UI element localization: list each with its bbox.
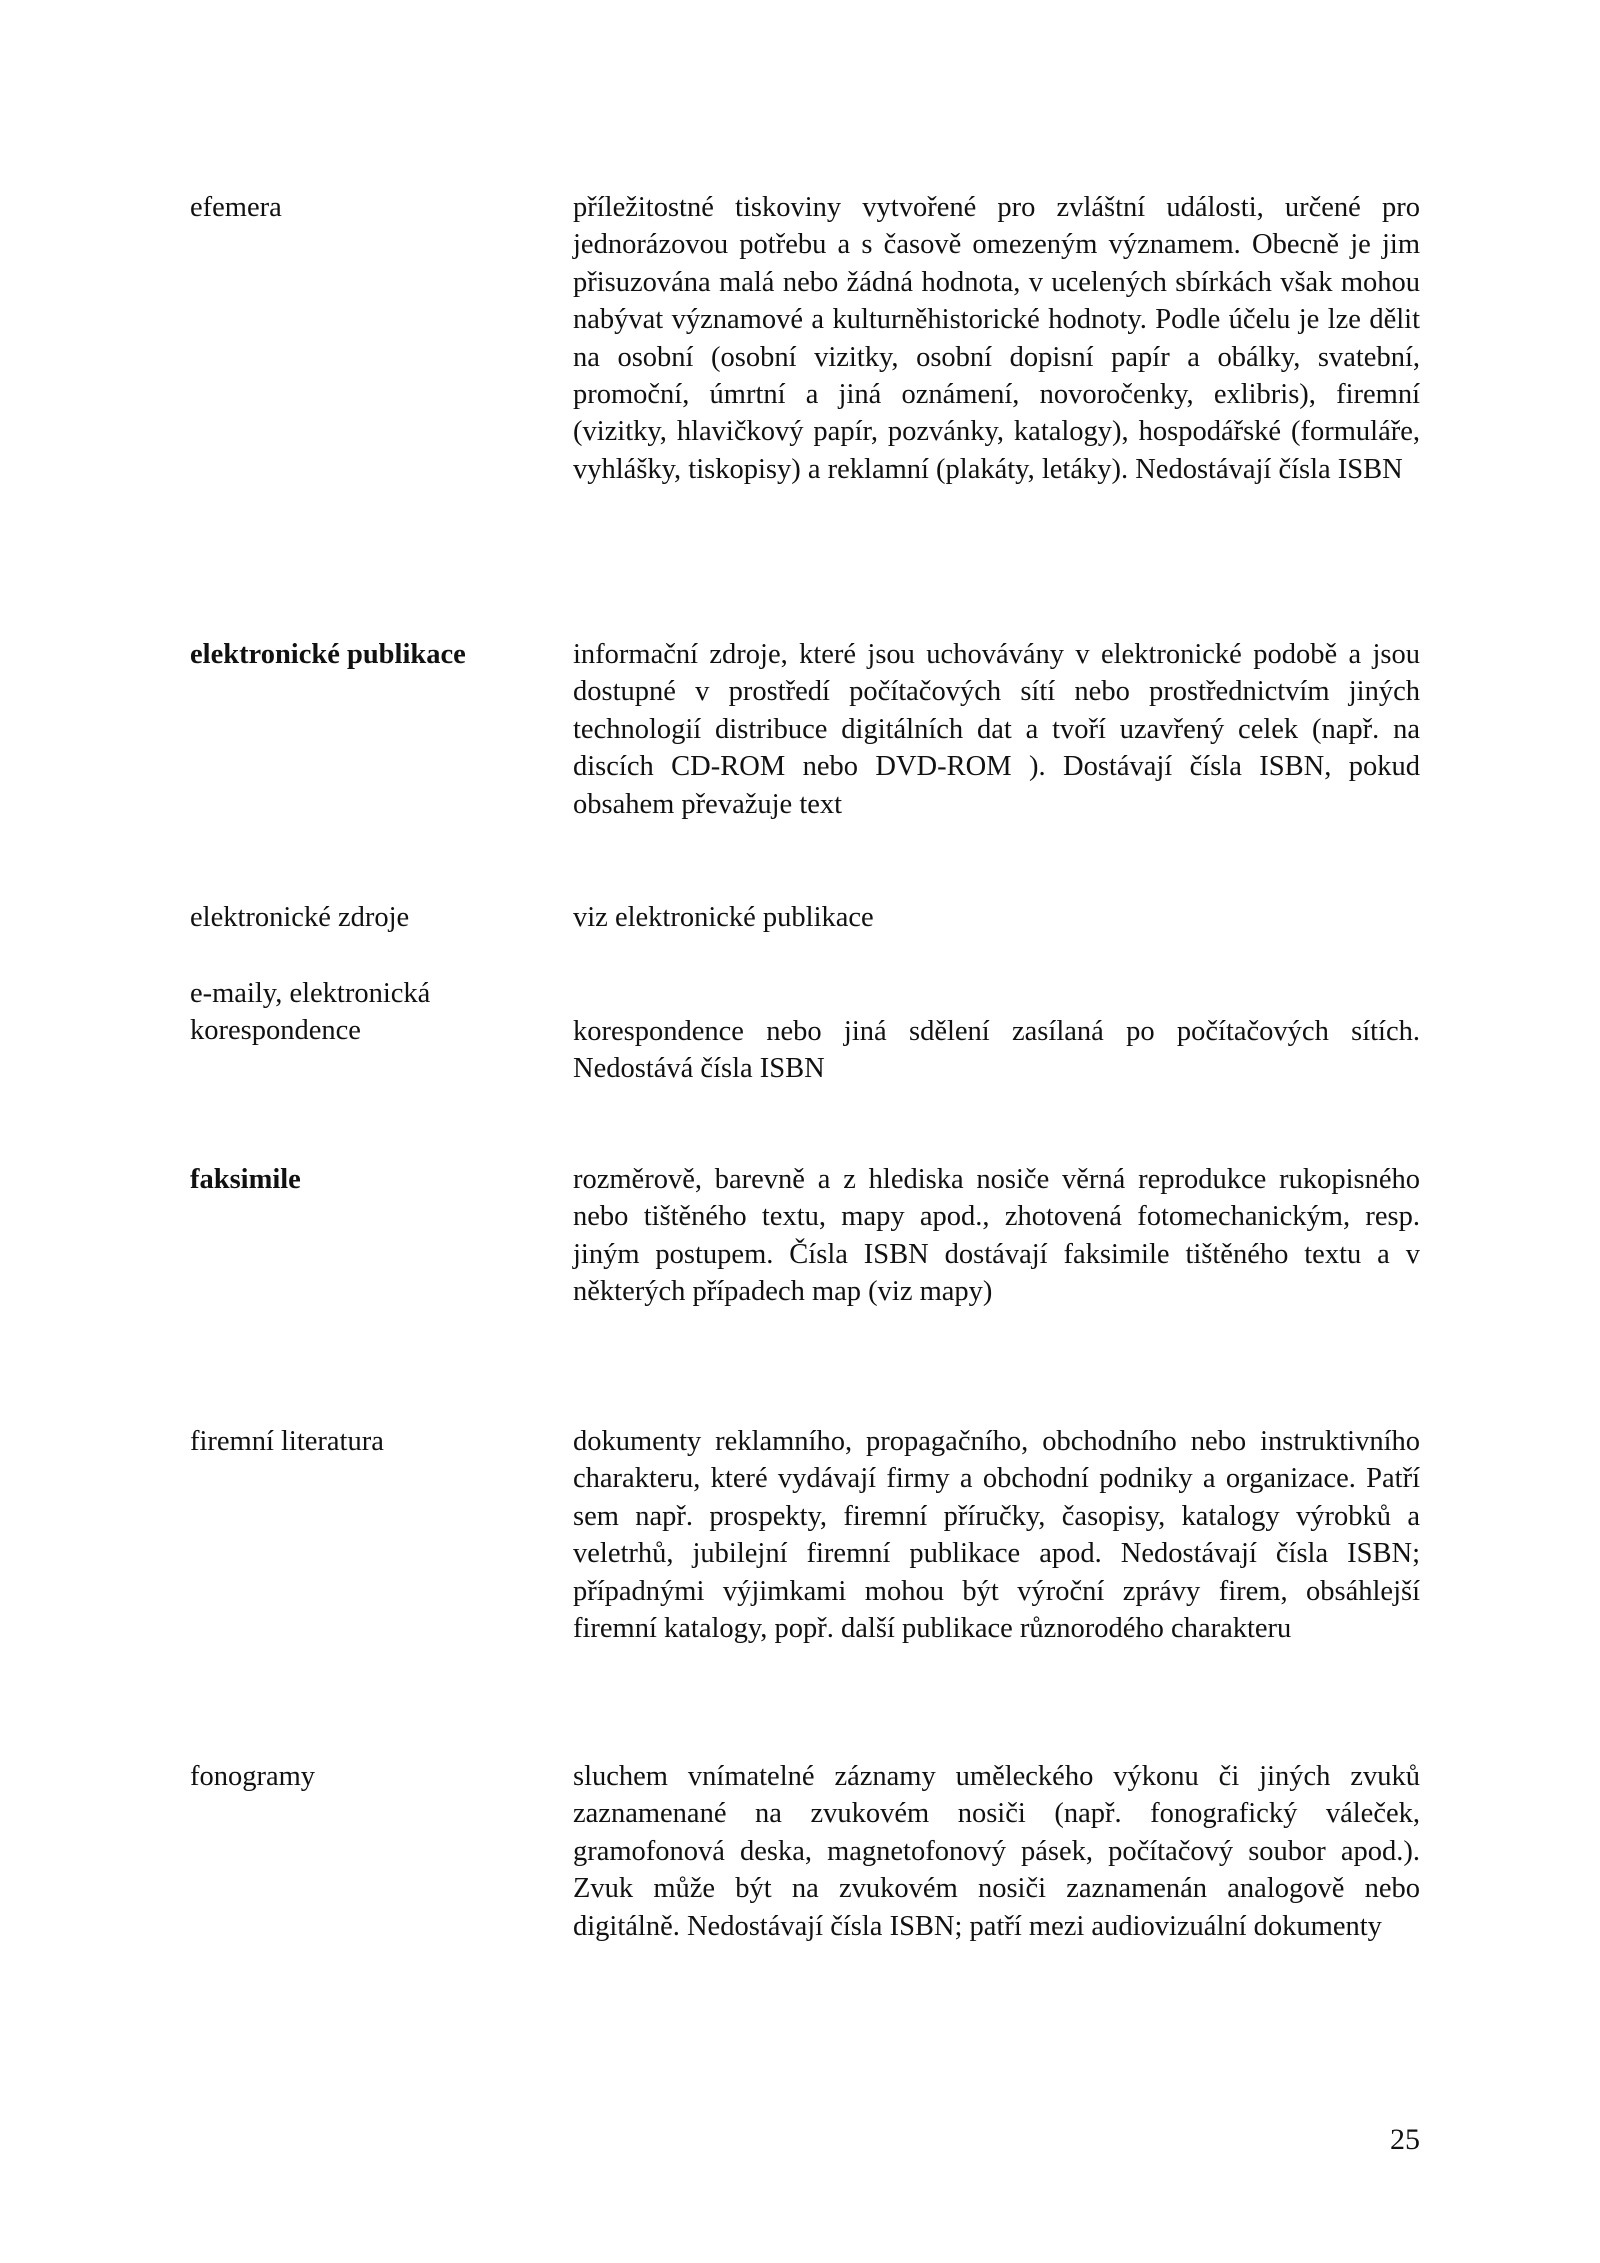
entry-definition: informační zdroje, které jsou uchovávány v elektronické podobě a jsou dostupné v prostředí počítačových sítí nebo prostřednictvím jiných technologií distribuce digitálních dat a tvoří uzavřený celek (např. na discích CD-ROM nebo DVD-ROM ). Dostávají čísla ISBN, pokud obsahem převažuje text bbox=[573, 639, 1420, 820]
entry-term: efemera bbox=[190, 192, 282, 223]
entry-term: firemní literatura bbox=[190, 1426, 384, 1457]
entry-definition: sluchem vnímatelné záznamy uměleckého výkonu či jiných zvuků zaznamenané na zvukovém nosiči (např. fonografický váleček, gramofonová deska, magnetofonový pásek, počítačový soubor apod.). Zvuk může být na zvukovém nosiči zaznamenán analogově nebo digitálně. Nedostávají čísla ISBN; patří mezi audiovizuální dokumenty bbox=[573, 1761, 1420, 1942]
page-number: 25 bbox=[1390, 2123, 1420, 2156]
entry-definition: dokumenty reklamního, propagačního, obchodního nebo instruktivního charakteru, které vydávají firmy a obchodní podniky a organizace. Patří sem např. prospekty, firemní příručky, časopisy, katalogy výrobků a veletrhů, jubilejní firemní publikace apod. Nedostávají čísla ISBN; případnými výjimkami mohou být výroční zprávy firem, obsáhlejší firemní katalogy, popř. další publikace různorodého charakteru bbox=[573, 1426, 1420, 1645]
entry-term: faksimile bbox=[190, 1164, 301, 1195]
entry-term: fonogramy bbox=[190, 1761, 316, 1792]
entry-definition: rozměrově, barevně a z hlediska nosiče věrná reprodukce rukopisného nebo tištěného textu, mapy apod., zhotovená fotomechanickým, resp. jiným postupem. Čísla ISBN dostávají faksimile tištěného textu a v některých případech map (viz mapy) bbox=[573, 1164, 1420, 1308]
entry-term: e-maily, elektronická korespondence bbox=[190, 978, 431, 1046]
entry-definition: viz elektronické publikace bbox=[573, 902, 874, 933]
entry-term: elektronické zdroje bbox=[190, 902, 410, 933]
entry-definition: korespondence nebo jiná sdělení zasílaná po počítačových sítích. Nedostává čísla ISBN bbox=[573, 1016, 1420, 1085]
entry-term: elektronické publikace bbox=[190, 639, 466, 670]
entry-definition: příležitostné tiskoviny vytvořené pro zvláštní události, určené pro jednorázovou potřebu a s časově omezeným významem. Obecně je jim přisuzována malá nebo žádná hodnota, v ucelených sbírkách však mohou nabývat významové a kulturněhistorické hodnoty. Podle účelu je lze dělit na osobní (osobní vizitky, osobní dopisní papír a obálky, svatební, promoční, úmrtní a jiná oznámení, novoročenky, exlibris), firemní (vizitky, hlavičkový papír, pozvánky, katalogy), hospodářské (formuláře, vyhlášky, tiskopisy) a reklamní (plakáty, letáky). Nedostávají čísla ISBN bbox=[573, 192, 1420, 485]
